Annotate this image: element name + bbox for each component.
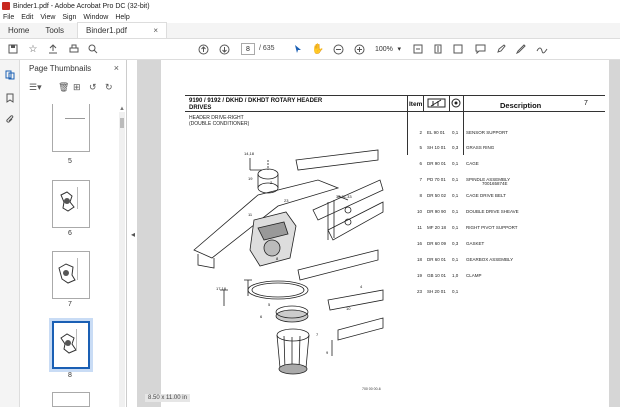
quantity-icon bbox=[451, 98, 461, 108]
rotate-right-icon[interactable]: ↻ bbox=[105, 82, 113, 92]
doc-column-item: Item bbox=[409, 101, 423, 108]
diagram-label: 10 bbox=[346, 306, 351, 311]
select-cursor-icon[interactable] bbox=[292, 43, 304, 55]
bookmark-icon[interactable] bbox=[5, 93, 15, 103]
sign-icon[interactable] bbox=[536, 43, 548, 55]
scroll-mode-icon[interactable] bbox=[432, 43, 444, 55]
thumbnail-text-column bbox=[77, 258, 86, 280]
part-item: 16 bbox=[416, 240, 422, 246]
thumbnail-label: 6 bbox=[68, 230, 72, 237]
part-code: SH 10 01 bbox=[427, 145, 446, 151]
doc-footer-code: 700 00 00-6 bbox=[362, 387, 381, 391]
close-panel-icon[interactable]: × bbox=[113, 63, 119, 73]
upload-icon[interactable] bbox=[47, 43, 59, 55]
rotate-left-icon[interactable]: ↺ bbox=[89, 82, 97, 92]
page-thumbnail[interactable] bbox=[52, 104, 90, 152]
thumbnail-content bbox=[65, 118, 85, 119]
draw-icon[interactable] bbox=[515, 43, 527, 55]
part-item: 8 bbox=[419, 193, 422, 199]
part-item: 5 bbox=[419, 145, 422, 151]
thumbnail-options-icon[interactable]: ☰▾ bbox=[29, 82, 42, 92]
part-description: CAGE bbox=[466, 161, 479, 167]
part-description: CAGE DRIVE BELT bbox=[466, 193, 506, 199]
comment-icon[interactable] bbox=[474, 43, 486, 55]
part-item: 10 bbox=[416, 209, 422, 215]
diagram-label: 32,31,33 bbox=[336, 194, 352, 199]
page-thumbnails-icon[interactable] bbox=[5, 70, 15, 80]
diagram-label: 17,18 bbox=[216, 286, 227, 291]
doc-page-number: 7 bbox=[584, 100, 588, 107]
diagram-label: 2 bbox=[270, 180, 273, 185]
part-code: MF 20 18 bbox=[427, 224, 447, 230]
part-item: 18 bbox=[416, 256, 422, 262]
diagram-label: 4 bbox=[360, 284, 363, 289]
tab-tools[interactable]: Tools bbox=[45, 25, 65, 35]
doc-title-line2: DRIVES bbox=[189, 105, 212, 111]
save-icon[interactable] bbox=[7, 43, 19, 55]
diagram-label: 9 bbox=[326, 350, 329, 355]
part-code: DR 90 90 bbox=[427, 209, 447, 215]
thumbnail-text-column bbox=[77, 187, 86, 209]
page-thumbnail[interactable] bbox=[52, 180, 90, 228]
doc-divider bbox=[449, 95, 450, 112]
part-quantity: 0,1 bbox=[452, 209, 459, 215]
menu-view[interactable]: View bbox=[40, 14, 56, 21]
attachment-icon[interactable] bbox=[5, 115, 15, 125]
parts-code-column bbox=[427, 119, 446, 299]
part-item: 11 bbox=[417, 224, 422, 230]
highlight-pen-icon[interactable] bbox=[495, 43, 507, 55]
window-titlebar bbox=[0, 0, 620, 12]
part-code: DR 60 09 bbox=[427, 240, 447, 246]
part-quantity: 0,1 bbox=[452, 161, 459, 167]
page-thumbnail[interactable] bbox=[52, 392, 90, 407]
parts-quantity-column bbox=[452, 119, 458, 299]
thumbnail-diagram bbox=[57, 189, 77, 215]
left-navigation-rail bbox=[0, 60, 20, 407]
search-icon[interactable] bbox=[87, 43, 99, 55]
parts-description-column bbox=[466, 119, 519, 283]
diagram-label: 23 bbox=[284, 198, 289, 203]
part-code: DR 60 01 bbox=[427, 256, 447, 262]
part-description: SPINDLE ASSEMBLY bbox=[466, 177, 511, 183]
part-description: CLAMP bbox=[466, 272, 482, 278]
doc-subtitle-line2: (DOUBLE CONDITIONER) bbox=[189, 121, 250, 127]
scroll-up-icon[interactable]: ▲ bbox=[119, 106, 125, 112]
part-description: GEARBOX ASSEMBLY bbox=[466, 256, 514, 262]
zoom-value: 100% bbox=[375, 45, 393, 53]
doc-divider bbox=[407, 95, 408, 155]
part-code: EL 90 01 bbox=[427, 129, 445, 135]
part-item: 19 bbox=[416, 272, 422, 278]
hand-tool-icon[interactable]: ✋ bbox=[311, 43, 325, 55]
diagram-label: 14,18 bbox=[244, 151, 255, 156]
part-quantity: 1,0 bbox=[452, 272, 459, 278]
diagram-label: 7 bbox=[316, 332, 319, 337]
part-quantity: 0,3 bbox=[452, 240, 459, 246]
zoom-in-icon[interactable] bbox=[353, 43, 365, 55]
part-description: DOUBLE DRIVE SHEAVE bbox=[466, 209, 519, 215]
thumbnail-diagram bbox=[57, 260, 77, 286]
part-item: 7 bbox=[419, 177, 422, 183]
diagram-label: 6 bbox=[260, 314, 263, 319]
part-description: GASKET bbox=[466, 240, 485, 246]
page-thumbnail-selected[interactable] bbox=[52, 321, 90, 369]
thumbnail-text-column bbox=[76, 329, 85, 351]
chevron-down-icon: ▾ bbox=[397, 46, 401, 53]
thumbnail-label: 5 bbox=[68, 158, 72, 165]
part-quantity: 0,1 bbox=[452, 288, 459, 294]
page-thumbnail[interactable] bbox=[52, 251, 90, 299]
page-number-input[interactable]: 8 bbox=[241, 43, 255, 55]
part-item: 6 bbox=[419, 161, 422, 167]
doc-divider bbox=[423, 95, 424, 112]
part-quantity: 0,1 bbox=[452, 177, 459, 183]
star-icon[interactable]: ☆ bbox=[28, 43, 38, 55]
diagram-label: 11 bbox=[248, 212, 253, 217]
part-item: 2 bbox=[419, 129, 422, 135]
thumbnail-tools bbox=[20, 79, 127, 97]
fit-page-icon[interactable] bbox=[412, 43, 424, 55]
part-quantity: 0,1 bbox=[452, 129, 459, 135]
parts-item-column bbox=[414, 119, 422, 299]
part-code: DR 90 01 bbox=[427, 161, 447, 167]
page-total: / 635 bbox=[259, 45, 275, 52]
part-quantity: 0,3 bbox=[452, 145, 459, 151]
thumbnails-header bbox=[20, 60, 127, 76]
menu-edit[interactable]: Edit bbox=[21, 14, 34, 21]
part-description: SENSOR SUPPORT bbox=[466, 129, 508, 135]
part-quantity: 0,1 bbox=[452, 224, 459, 230]
print-icon[interactable] bbox=[68, 43, 80, 55]
part-item: 23 bbox=[416, 288, 422, 294]
tab-home[interactable]: Home bbox=[8, 25, 30, 35]
zoom-out-icon[interactable] bbox=[332, 43, 344, 55]
tab-document-label: Binder1.pdf bbox=[86, 26, 127, 35]
window-title: Binder1.pdf - Adobe Acrobat Pro DC (32-bit) bbox=[13, 2, 150, 10]
previous-page-icon[interactable] bbox=[197, 43, 209, 55]
menu-file[interactable]: File bbox=[3, 14, 15, 21]
insert-page-icon[interactable]: ⊞ bbox=[73, 82, 81, 92]
menu-window[interactable]: Window bbox=[83, 14, 109, 21]
close-tab-icon[interactable]: × bbox=[153, 26, 159, 35]
doc-divider bbox=[463, 95, 464, 155]
part-description: GRASS RING bbox=[466, 145, 495, 151]
doc-title-line1: 9190 / 9192 / DKHD / DKHDT ROTARY HEADER bbox=[189, 98, 323, 104]
doc-subtitle bbox=[189, 115, 249, 127]
part-code: SH 20 01 bbox=[427, 288, 446, 294]
thumbnail-label: 7 bbox=[68, 301, 72, 308]
doc-column-description: Description bbox=[500, 101, 542, 110]
next-page-icon[interactable] bbox=[218, 43, 230, 55]
diagram-label: 5 bbox=[268, 302, 271, 307]
tab-document[interactable] bbox=[77, 22, 167, 38]
diagram-label: 8 bbox=[276, 256, 279, 261]
part-code: GB 10 01 bbox=[427, 272, 447, 278]
part-number-icon bbox=[427, 98, 446, 108]
main-toolbar bbox=[0, 39, 620, 60]
diagram-label: 19 bbox=[248, 176, 253, 181]
exploded-parts-diagram bbox=[188, 140, 388, 385]
more-tools-icon[interactable] bbox=[452, 43, 464, 55]
zoom-dropdown[interactable] bbox=[373, 43, 403, 55]
part-code: DR 50 02 bbox=[427, 193, 447, 199]
trash-icon[interactable]: 🗑 bbox=[58, 82, 70, 92]
doc-title bbox=[189, 98, 322, 112]
part-quantity: 0,1 bbox=[452, 193, 459, 199]
doc-subtitle-line1: HEADER DRIVE-RIGHT bbox=[189, 115, 244, 121]
menu-sign[interactable]: Sign bbox=[62, 14, 77, 21]
acrobat-icon bbox=[2, 2, 10, 10]
part-code: PD 70 01 bbox=[427, 177, 446, 183]
part-description: RIGHT PIVOT SUPPORT bbox=[466, 224, 518, 230]
part-note: 700165874E bbox=[482, 181, 508, 186]
collapse-panel-icon[interactable]: ◂ bbox=[131, 230, 136, 239]
thumbnail-label: 8 bbox=[68, 372, 72, 379]
menu-help[interactable]: Help bbox=[115, 14, 130, 21]
thumbnail-scrollbar[interactable] bbox=[119, 112, 125, 407]
thumbnails-title: Page Thumbnails bbox=[29, 63, 92, 73]
scrollbar-thumb[interactable] bbox=[120, 118, 124, 128]
part-quantity: 0,1 bbox=[452, 256, 459, 262]
thumbnail-diagram bbox=[58, 331, 78, 357]
tab-bar bbox=[0, 23, 620, 39]
page-size-indicator: 8.50 x 11.00 in bbox=[145, 394, 190, 402]
